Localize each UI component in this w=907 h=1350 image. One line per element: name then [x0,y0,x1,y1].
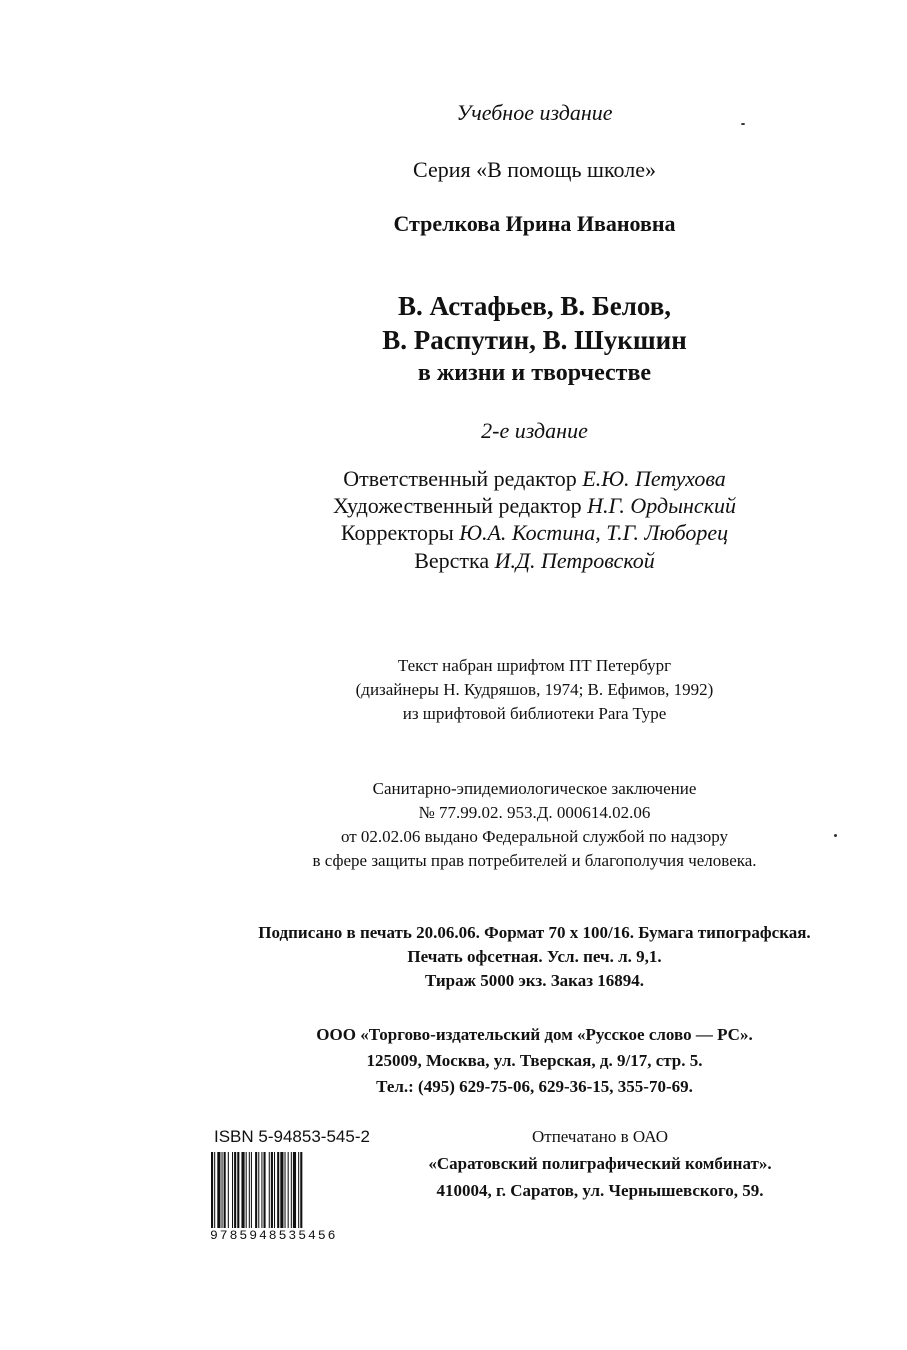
isbn-label: ISBN 5-94853-545-2 [214,1127,370,1146]
barcode-bar [251,1152,252,1228]
credit-line [81,465,907,492]
barcode-bar [241,1152,244,1228]
barcode-bar [271,1152,273,1228]
credit-role: Корректоры [340,520,454,545]
sanitary-line: Санитарно-эпидемиологическое заключение [372,779,697,798]
credit-role: Художественный редактор [333,493,582,518]
print-info-line: Подписано в печать 20.06.06. Формат 70 х 100/16. Бумага типографская. [258,923,811,942]
print-info-line: Тираж 5000 экз. Заказ 16894. [424,971,645,990]
printer-line: «Саратовский полиграфический комбинат». [428,1154,772,1173]
publisher-line: ООО «Торгово-издательский дом «Русское слово — РС». [316,1025,753,1044]
barcode-bar [211,1152,213,1228]
credit-name: Н.Г. Ордынский [587,493,736,518]
barcode-bar [285,1152,286,1228]
barcode-bar [298,1152,299,1228]
sanitary-line: от 02.02.06 выдано Федеральной службой по надзору [340,827,729,846]
barcode-bar [277,1152,279,1228]
publisher-line: 125009, Москва, ул. Тверская, д. 9/17, стр. 5. [366,1051,703,1070]
barcode-bar [237,1152,239,1228]
printer-line: 410004, г. Саратов, ул. Чернышевского, 59. [436,1181,764,1200]
font-info-line: из шрифтовой библиотеки Para Type [402,704,667,723]
barcode-bar [232,1152,233,1228]
barcode-bar [228,1152,229,1228]
edition-type: Учебное издание [456,100,613,125]
font-info-line: Текст набран шрифтом ПТ Петербург [397,656,672,675]
sanitary-line: № 77.99.02. 953.Д. 000614.02.06 [418,803,651,822]
barcode [210,1152,386,1228]
edition-number: 2-е издание [481,418,588,443]
barcode-bar [258,1152,259,1228]
book-title-line-2: В. Распутин, В. Шукшин [382,325,687,355]
credit-line [81,492,907,519]
barcode-bar [249,1152,250,1228]
barcode-bar [264,1152,266,1228]
credit-role: Верстка [414,548,490,573]
barcode-bar [288,1152,289,1228]
sanitary-line: в сфере защиты прав потребителей и благополучия человека. [312,851,757,870]
barcode-bar [274,1152,275,1228]
barcode-bar [217,1152,220,1228]
barcode-bar [234,1152,236,1228]
book-title-line-3: в жизни и творчестве [417,360,652,386]
barcode-bar [246,1152,247,1228]
credit-role: Ответственный редактор [343,466,577,491]
print-speck [834,834,837,837]
credit-line [81,519,907,546]
credit-name: Е.Ю. Петухова [582,466,726,491]
barcode-bar [291,1152,292,1228]
credit-line [81,547,907,574]
font-info-line: (дизайнеры Н. Кудряшов, 1974; В. Ефимов, 1992) [355,680,714,699]
barcode-bar [261,1152,262,1228]
barcode-bar [224,1152,226,1228]
barcode-digits: 9785948535456 [210,1228,338,1243]
barcode-bar [293,1152,296,1228]
barcode-bar [222,1152,223,1228]
printer-line: Отпечатано в ОАО [531,1127,669,1146]
barcode-bar [300,1152,302,1228]
credit-name: И.Д. Петровской [494,548,655,573]
print-info-line: Печать офсетная. Усл. печ. л. 9,1. [407,947,662,966]
barcode-bar [280,1152,283,1228]
barcode-bar [255,1152,257,1228]
publisher-line: Тел.: (495) 629-75-06, 629-36-15, 355-70-69. [376,1077,693,1096]
barcode-bar [269,1152,270,1228]
credit-name: Ю.А. Костина, Т.Г. Люборец [459,520,729,545]
series-line: Серия «В помощь школе» [413,157,656,182]
barcode-bar [214,1152,215,1228]
print-speck [741,123,745,125]
book-title-line-1: В. Астафьев, В. Белов, [397,291,672,321]
author-name: Стрелкова Ирина Ивановна [393,211,676,236]
